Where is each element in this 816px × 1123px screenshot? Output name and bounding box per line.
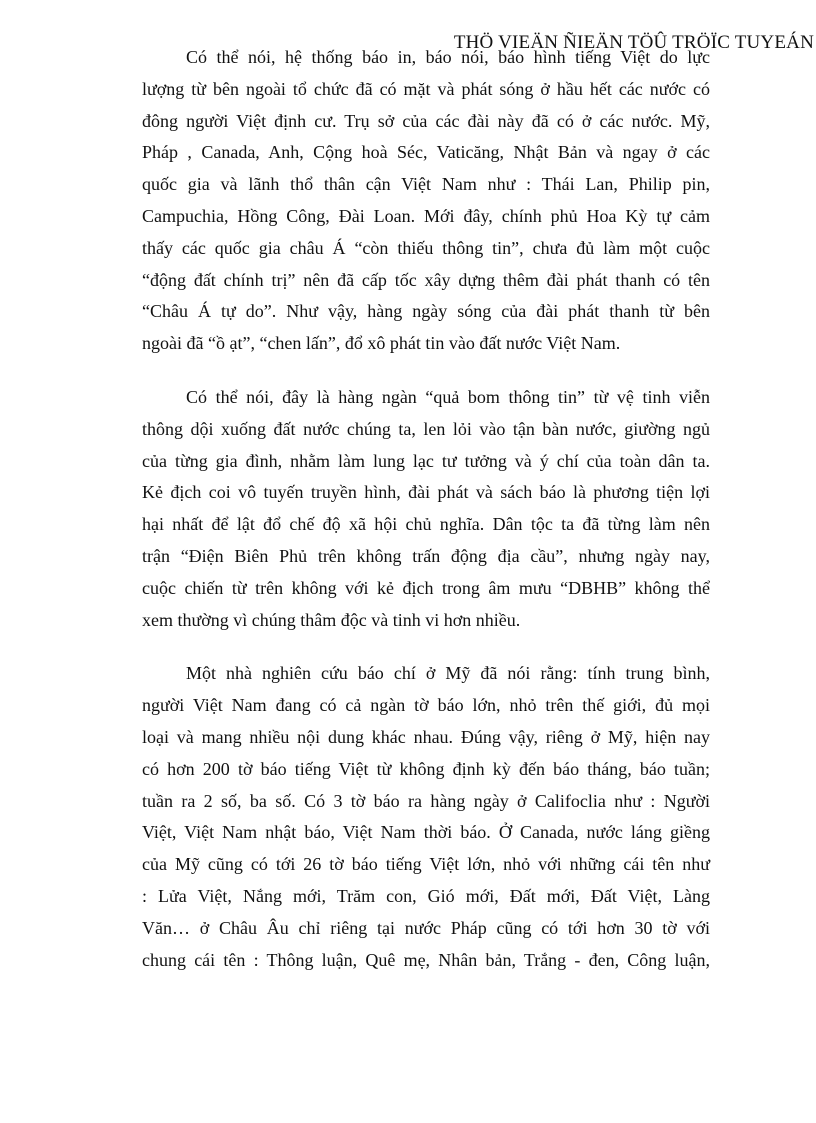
text-line: Việt, Việt Nam nhật báo, Việt Nam thời báo. Ở Canada, nước láng giềng [142, 822, 710, 843]
text-line: cuộc chiến từ trên không với kẻ địch trong âm mưu “DBHB” không thể [142, 577, 710, 598]
text-line: Có thể nói, hệ thống báo in, báo nói, báo hình tiếng Việt do lực [186, 47, 710, 67]
text-line: lượng từ bên ngoài tổ chức đã có mặt và phát sóng ở hầu hết các nước có [142, 78, 710, 99]
text-line: có hơn 200 tờ báo tiếng Việt từ không định kỳ đến báo tháng, báo tuần; [142, 758, 710, 779]
text-line: chung cái tên : Thông luận, Quê mẹ, Nhân bản, Trắng - đen, Công luận, [142, 949, 710, 970]
document-body [142, 42, 710, 998]
text-line: thấy các quốc gia châu Á “còn thiếu thông tin”, chưa đủ làm một cuộc [142, 237, 710, 258]
text-line: người Việt Nam đang có cả ngàn tờ báo lớn, nhỏ trên thế giới, đủ mọi [142, 695, 710, 716]
text-line: Campuchia, Hồng Công, Đài Loan. Mới đây, chính phủ Hoa Kỳ tự cảm [142, 205, 710, 226]
text-line: “động đất chính trị” nên đã cấp tốc xây dựng thêm đài phát thanh có tên [142, 269, 710, 290]
text-line: loại và mang nhiều nội dung khác nhau. Đúng vậy, riêng ở Mỹ, hiện nay [142, 726, 710, 747]
text-line: quốc gia và lãnh thổ thân cận Việt Nam như : Thái Lan, Philip pin, [142, 174, 710, 195]
paragraph-1 [142, 42, 710, 360]
text-line: trận “Điện Biên Phủ trên không trấn động địa cầu”, nhưng ngày nay, [142, 545, 710, 566]
text-line: Có thể nói, đây là hàng ngàn “quả bom thông tin” từ vệ tinh viễn [186, 386, 710, 407]
text-line: tuần ra 2 số, ba số. Có 3 tờ báo ra hàng ngày ở Califoclia như : Người [142, 790, 710, 811]
text-line: đông người Việt định cư. Trụ sở của các đài này đã có ở các nước. Mỹ, [142, 110, 710, 131]
text-line: của Mỹ cũng có tới 26 tờ báo tiếng Việt lớn, nhỏ với những cái tên như [142, 854, 710, 875]
text-line: Kẻ địch coi vô tuyến truyền hình, đài phát và sách báo là phương tiện lợi [142, 482, 710, 503]
page-header: THÖ VIEÄN ÑIEÄN TÖÛ TRÖÏC TUYEÁN [453, 32, 814, 53]
text-line: Pháp , Canada, Anh, Cộng hoà Séc, Vaticăng, Nhật Bản và ngay ở các [142, 142, 710, 163]
paragraph-3 [142, 658, 710, 976]
text-line: của từng gia đình, nhằm làm lung lạc tư tưởng và ý chí của toàn dân ta. [142, 450, 710, 471]
text-line: thông dội xuống đất nước chúng ta, len lỏi vào tận bàn nước, giường ngủ [142, 418, 710, 439]
text-line: ngoài đã “ồ ạt”, “chen lấn”, đổ xô phát tin vào đất nước Việt Nam. [142, 333, 621, 354]
text-line: “Châu Á tự do”. Như vậy, hàng ngày sóng của đài phát thanh từ bên [142, 301, 710, 322]
text-line: Một nhà nghiên cứu báo chí ở Mỹ đã nói rằng: tính trung bình, [186, 663, 710, 684]
paragraph-2 [142, 382, 710, 636]
text-line: hại nhất để lật đổ chế độ xã hội chủ nghĩa. Dân tộc ta đã từng làm nên [142, 514, 710, 535]
text-line: : Lửa Việt, Nắng mới, Trăm con, Gió mới, Đất mới, Đất Việt, Làng [142, 885, 710, 906]
text-line: Văn… ở Châu Âu chỉ riêng tại nước Pháp cũng có tới hơn 30 tờ với [142, 917, 710, 938]
text-line: xem thường vì chúng thâm độc và tinh vi hơn nhiều. [142, 609, 521, 630]
